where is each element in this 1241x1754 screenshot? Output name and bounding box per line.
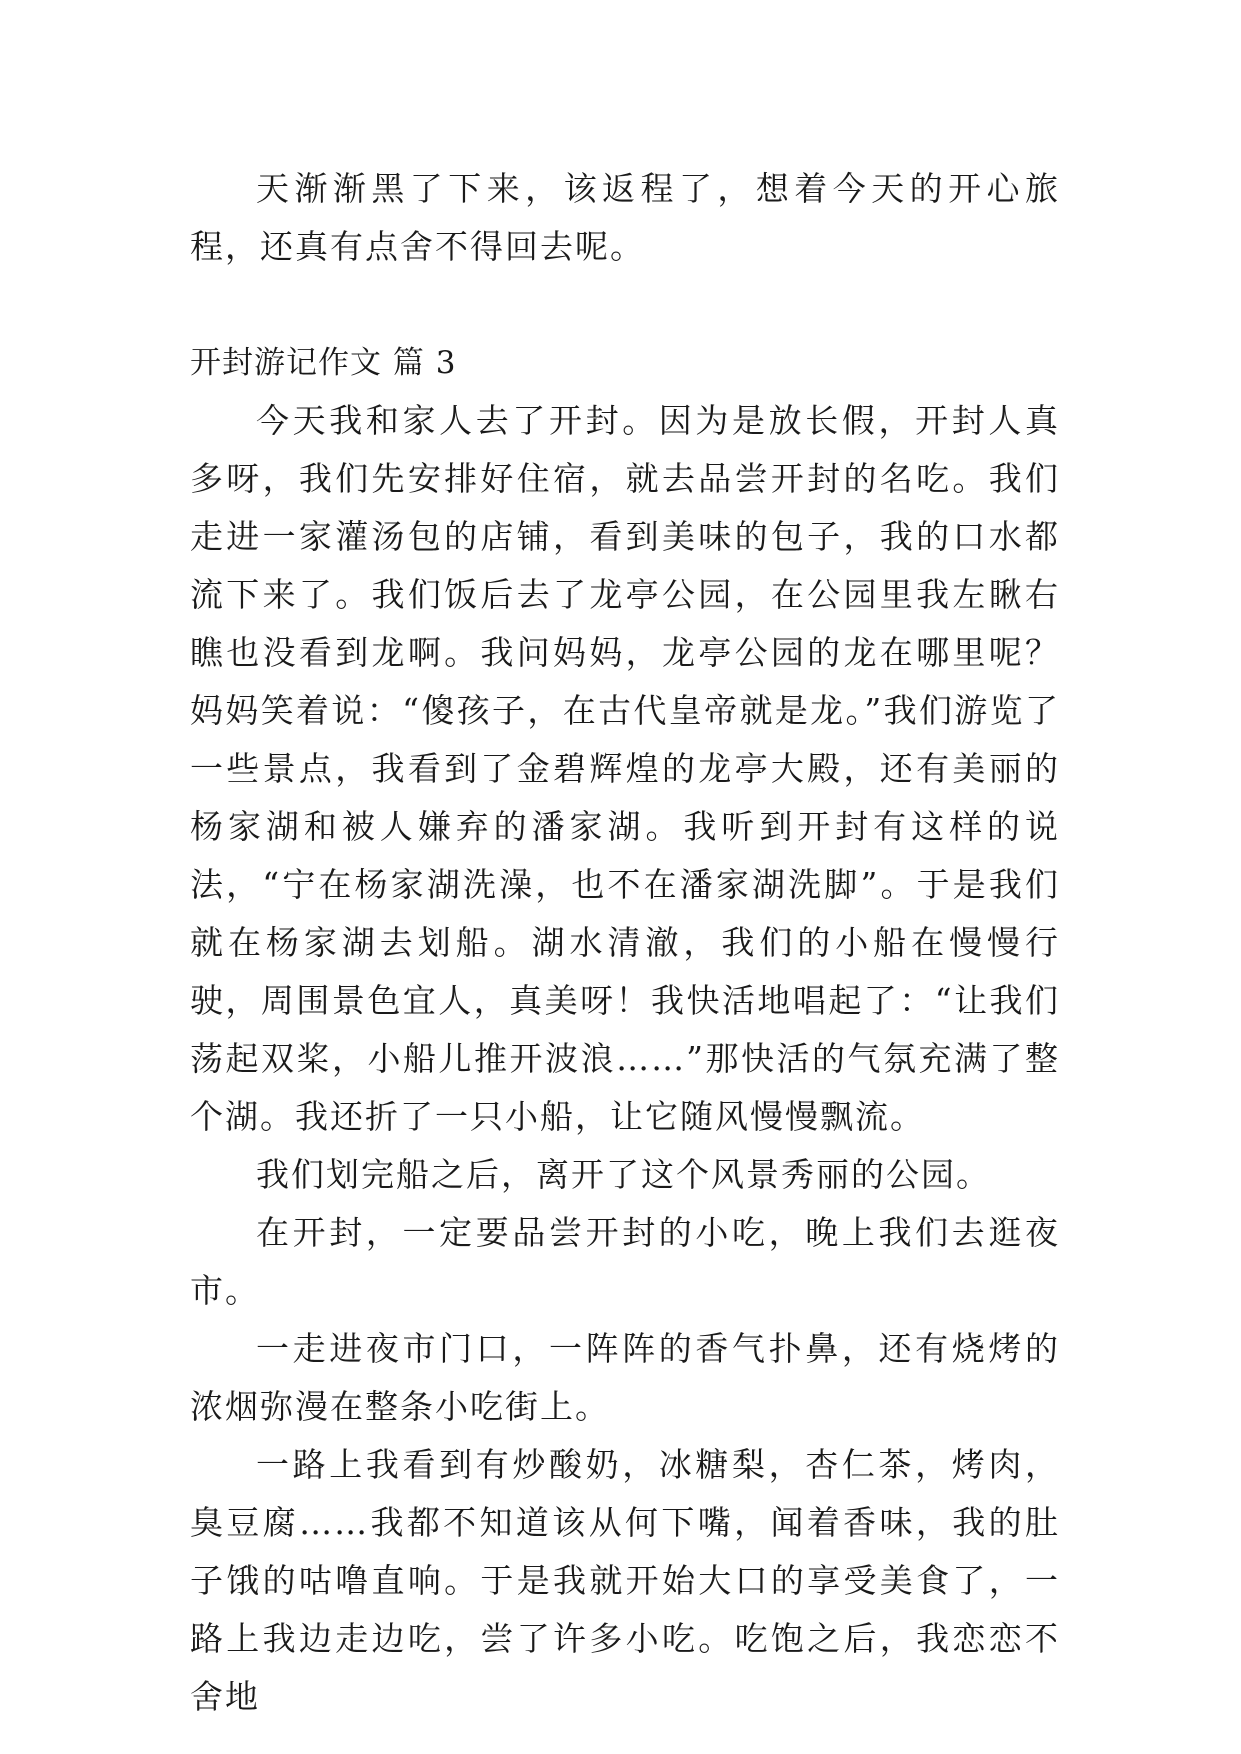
paragraph-kaifeng-trip: 今天我和家人去了开封。因为是放长假，开封人真多呀，我们先安排好住宿，就去品尝开封的名吃。我们走进一家灌汤包的店铺，看到美味的包子，我的口水都流下来了。我们饭后去了龙亭公园，在公园里我左瞅右瞧也没看到龙啊。我问妈妈，龙亭公园的龙在哪里呢？妈妈笑着说：“傻孩子，在古代皇帝就是龙。”我们游览了一些景点，我看到了金碧辉煌的龙亭大殿，还有美丽的杨家湖和被人嫌弃的潘家湖。我听到开封有这样的说法，“宁在杨家湖洗澡，也不在潘家湖洗脚”。于是我们就在杨家湖去划船。湖水清澈，我们的小船在慢慢行驶，周围景色宜人，真美呀！我快活地唱起了：“让我们荡起双桨，小船儿推开波浪……”那快活的气氛充满了整个湖。我还折了一只小船，让它随风慢慢飘流。	[190, 401, 1060, 1136]
paragraph-snacks: 一路上我看到有炒酸奶，冰糖梨，杏仁茶，烤肉，臭豆腐……我都不知道该从何下嘴，闻着香味，我的肚子饿的咕噜直响。于是我就开始大口的享受美食了，一路上我边走边吃，尝了许多小吃。吃饱之后，我恋恋不舍地	[190, 1445, 1060, 1716]
paragraph-market-entrance: 一走进夜市门口，一阵阵的香气扑鼻，还有烧烤的浓烟弥漫在整条小吃街上。	[190, 1329, 1060, 1426]
paragraph-returning: 天渐渐黑了下来，该返程了，想着今天的开心旅程，还真有点舍不得回去呢。	[190, 169, 1060, 266]
paragraph-night-market: 在开封，一定要品尝开封的小吃，晚上我们去逛夜市。	[190, 1213, 1060, 1310]
document-body	[190, 160, 1060, 1726]
section-heading: 开封游记作文 篇 3	[190, 345, 457, 381]
paragraph-leaving-park: 我们划完船之后，离开了这个风景秀丽的公园。	[256, 1155, 991, 1194]
